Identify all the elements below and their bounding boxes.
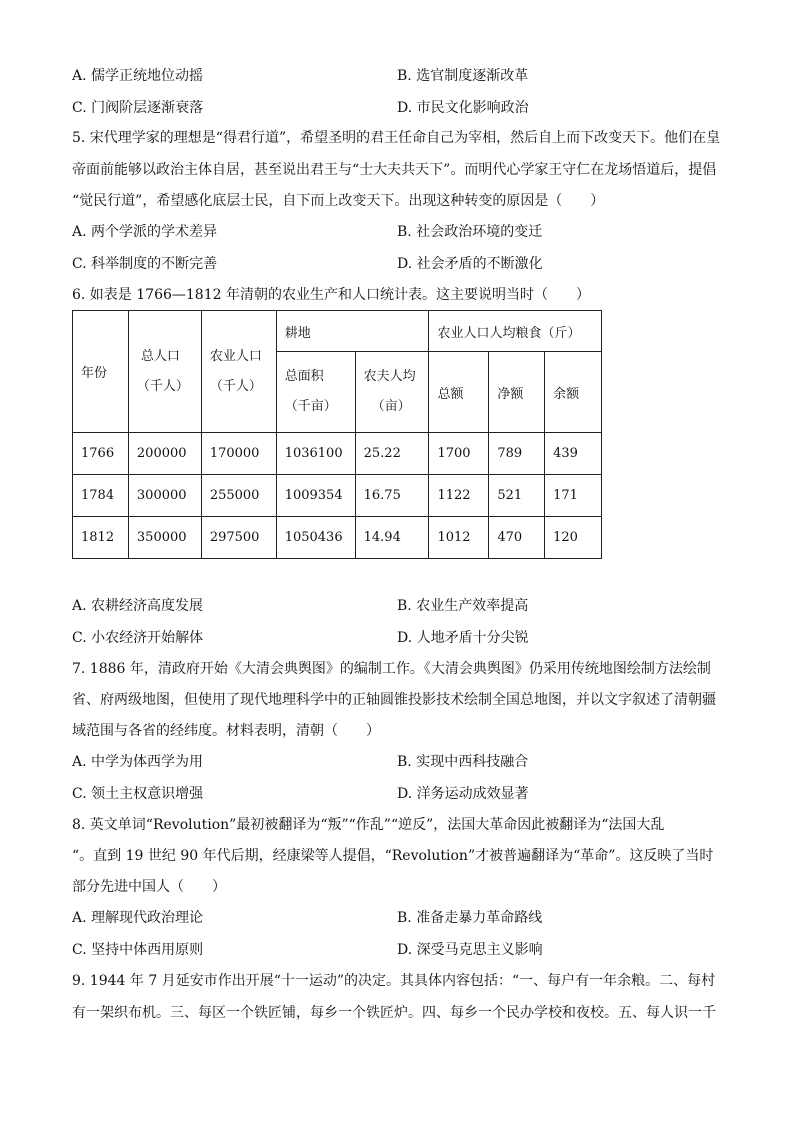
q6-option-a: A. 农耕经济高度发展 [72, 598, 204, 614]
cell-gross: 1122 [429, 475, 489, 517]
q8-stem-line-3: 部分先进中国人（ ） [72, 879, 226, 895]
q8-option-a: A. 理解现代政治理论 [72, 910, 204, 926]
q8-stem-line-2: “。直到 19 世纪 90 年代后期，经康梁等人提倡，“Revolution”才被普遍翻译为“革命”。这反映了当时 [72, 848, 714, 864]
q4-option-b: B. 选官制度逐渐改革 [397, 68, 529, 84]
q5-option-c: C. 科举制度的不断完善 [72, 256, 218, 272]
cell-agri-pop: 297500 [201, 517, 276, 559]
cell-land-total: 1009354 [276, 475, 355, 517]
header-land-per-farmer-label: 农夫人均 [363, 369, 416, 384]
header-agri-population-unit: （千人） [209, 378, 262, 394]
header-total-population [128, 311, 201, 433]
q5-option-a: A. 两个学派的学术差异 [72, 224, 218, 240]
q6-stem: 6. 如表是 1766—1812 年清朝的农业生产和人口统计表。这主要说明当时（ ） [72, 287, 590, 303]
q7-stem-line-2: 省、府两级地图，但使用了现代地理科学中的正轴圆锥投影技术绘制全国总地图，并以文字叙述了清朝疆 [72, 692, 716, 708]
q7-option-a: A. 中学为体西学为用 [72, 754, 204, 770]
cell-land-per: 14.94 [355, 517, 429, 559]
header-year: 年份 [73, 311, 129, 433]
header-land-per-farmer-unit: （亩） [371, 399, 411, 414]
q6-option-c: C. 小农经济开始解体 [72, 630, 204, 646]
cell-year: 1766 [73, 433, 129, 475]
cell-gross: 1012 [429, 517, 489, 559]
header-farmland: 耕地 [276, 311, 429, 352]
header-land-total [276, 352, 355, 433]
cell-total-pop: 200000 [128, 433, 201, 475]
table-row [73, 475, 602, 517]
cell-land-per: 25.22 [355, 433, 429, 475]
cell-land-total: 1050436 [276, 517, 355, 559]
header-surplus: 余额 [545, 352, 602, 433]
q7-stem-line-1: 7. 1886 年，清政府开始《大清会典舆图》的编制工作。《大清会典舆图》仍采用传统地图绘制方法绘制 [72, 661, 711, 677]
q7-option-b: B. 实现中西科技融合 [397, 754, 529, 770]
header-grain-per-capita: 农业人口人均粮食（斤） [429, 311, 602, 352]
q5-option-b: B. 社会政治环境的变迁 [397, 224, 543, 240]
q4-option-c: C. 门阀阶层逐渐衰落 [72, 100, 204, 116]
q8-option-d: D. 深受马克思主义影响 [397, 942, 543, 958]
cell-year: 1784 [73, 475, 129, 517]
q7-option-d: D. 洋务运动成效显著 [397, 786, 529, 802]
table-row [73, 433, 602, 475]
q9-stem-line-2: 有一架织布机。三、每区一个铁匠铺，每乡一个铁匠炉。四、每乡一个民办学校和夜校。五、每人识一千 [72, 1005, 716, 1021]
cell-gross: 1700 [429, 433, 489, 475]
q7-option-c: C. 领土主权意识增强 [72, 786, 204, 802]
cell-year: 1812 [73, 517, 129, 559]
table-row [73, 517, 602, 559]
q5-stem-line-1: 5. 宋代理学家的理想是“得君行道”，希望圣明的君王任命自己为宰相，然后自上而下改变天下。他们在皇 [72, 130, 721, 146]
q8-stem-line-1: 8. 英文单词“Revolution”最初被翻译为“叛”“作乱”“逆反”，法国大革命因此被翻译为“法国大乱 [72, 817, 665, 833]
header-land-total-unit: （千亩） [284, 399, 337, 414]
header-gross: 总额 [429, 352, 489, 433]
header-total-population-label: 总人口 [140, 348, 180, 364]
cell-agri-pop: 255000 [201, 475, 276, 517]
cell-land-total: 1036100 [276, 433, 355, 475]
q4-option-a: A. 儒学正统地位动摇 [72, 68, 204, 84]
cell-surplus: 439 [545, 433, 602, 475]
q9-stem-line-1: 9. 1944 年 7 月延安市作出开展“十一运动”的决定。其具体内容包括：“一、每户有一年余粮。二、每村 [72, 973, 716, 989]
cell-land-per: 16.75 [355, 475, 429, 517]
header-agri-population [201, 311, 276, 433]
q8-option-c: C. 坚持中体西用原则 [72, 942, 204, 958]
cell-net: 470 [489, 517, 545, 559]
header-net: 净额 [489, 352, 545, 433]
cell-surplus: 171 [545, 475, 602, 517]
cell-agri-pop: 170000 [201, 433, 276, 475]
cell-net: 521 [489, 475, 545, 517]
cell-total-pop: 350000 [128, 517, 201, 559]
q4-option-d: D. 市民文化影响政治 [397, 100, 529, 116]
q6-option-b: B. 农业生产效率提高 [397, 598, 529, 614]
q5-stem-line-2: 帝面前能够以政治主体自居，甚至说出君王与“士大夫共天下”。而明代心学家王守仁在龙场悟道后，提倡 [72, 162, 717, 178]
header-agri-population-label: 农业人口 [209, 348, 262, 364]
header-land-total-label: 总面积 [284, 369, 324, 384]
header-total-population-unit: （千人） [136, 378, 189, 394]
cell-net: 789 [489, 433, 545, 475]
q6-option-d: D. 人地矛盾十分尖锐 [397, 630, 529, 646]
header-land-per-farmer [355, 352, 429, 433]
q8-option-b: B. 准备走暴力革命路线 [397, 910, 543, 926]
q7-stem-line-3: 域范围与各省的经纬度。材料表明，清朝（ ） [72, 723, 380, 739]
q5-stem-line-3: “觉民行道”，希望感化底层士民，自下而上改变天下。出现这种转变的原因是（ ） [72, 193, 605, 209]
cell-surplus: 120 [545, 517, 602, 559]
q5-option-d: D. 社会矛盾的不断激化 [397, 256, 543, 272]
statistics-table [72, 310, 602, 559]
cell-total-pop: 300000 [128, 475, 201, 517]
